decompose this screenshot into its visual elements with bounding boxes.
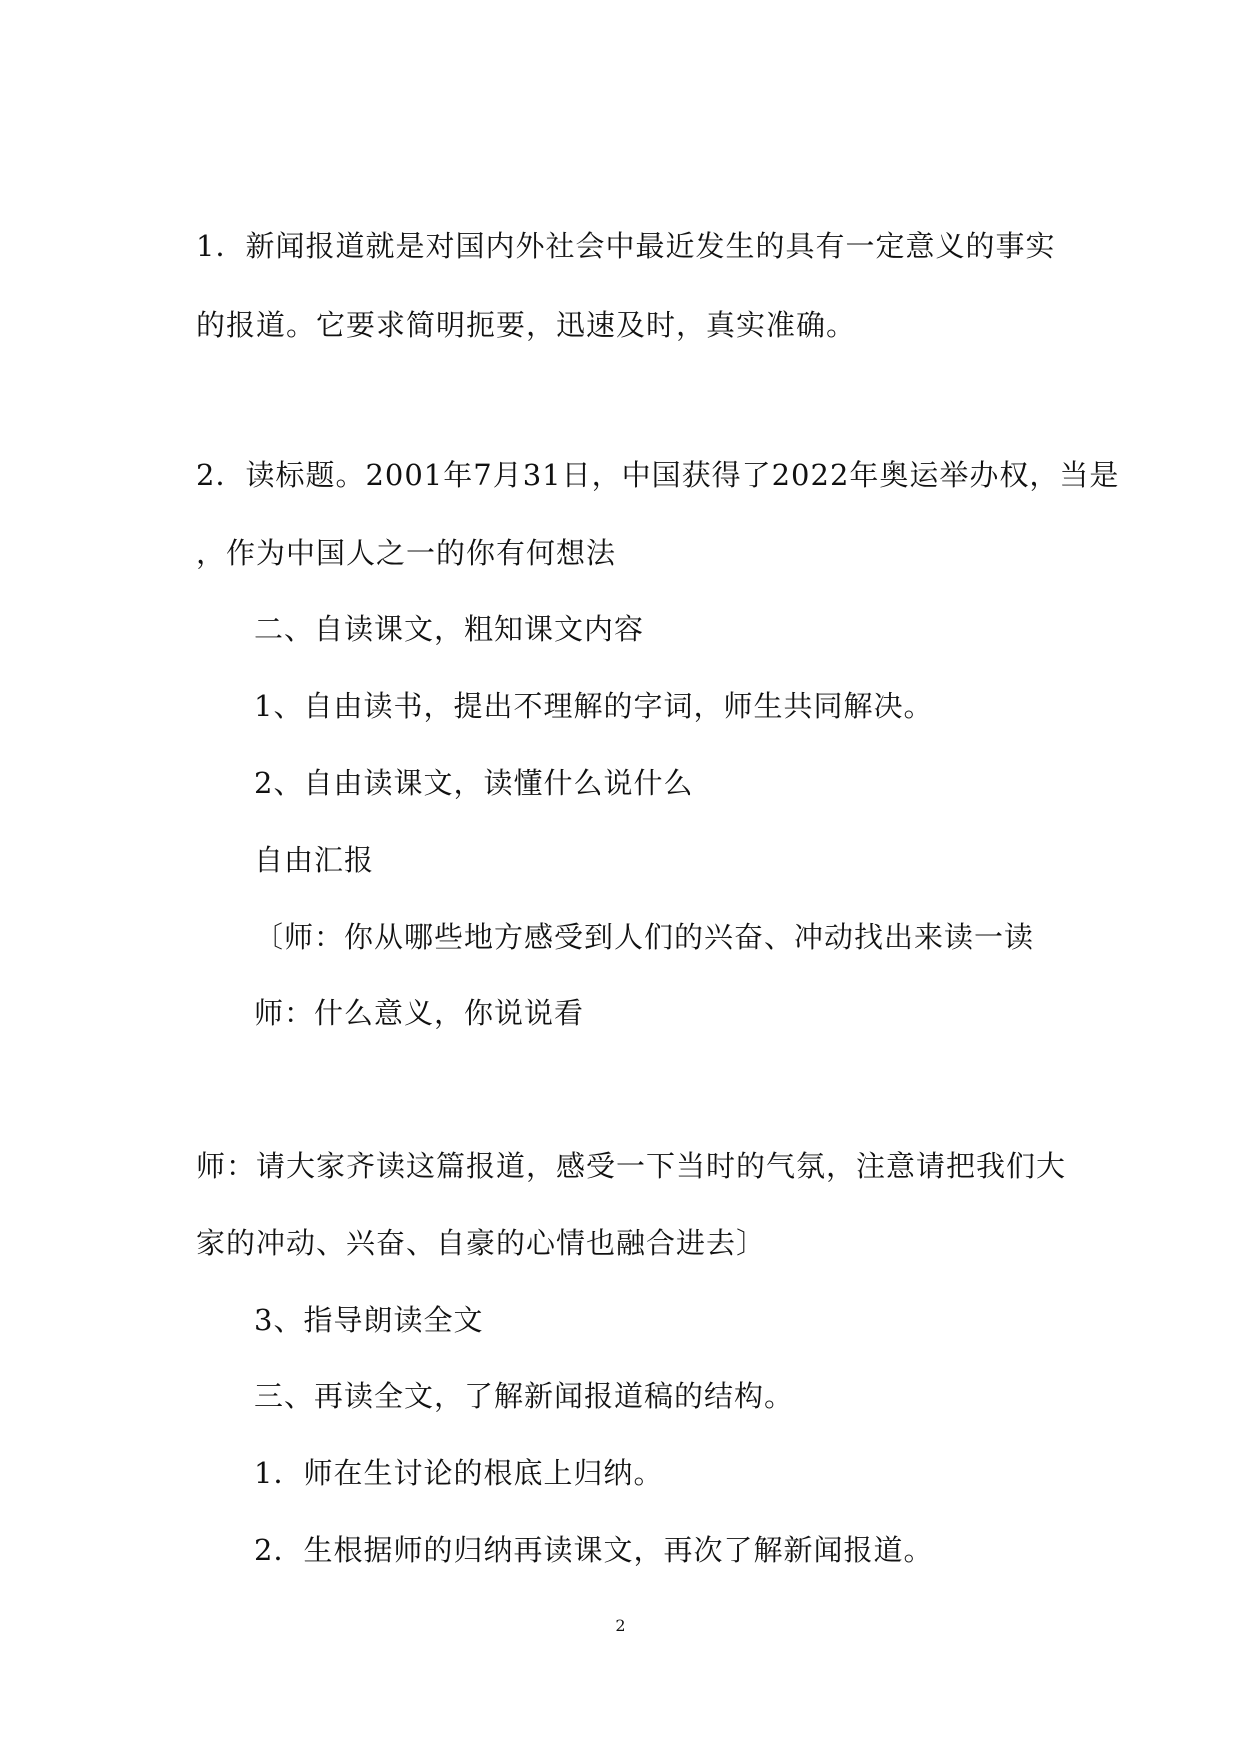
paragraph-line: 1、自由读书，提出不理解的字词，师生共同解决。 xyxy=(254,689,934,723)
paragraph-line: 2．读标题。2001年7月31日，中国获得了2022年奥运举办权，当是 xyxy=(196,458,1120,492)
paragraph-line: 家的冲动、兴奋、自豪的心情也融合进去〕 xyxy=(196,1226,767,1260)
paragraph-line: 2、自由读课文，读懂什么说什么 xyxy=(254,766,694,800)
paragraph-line: ，作为中国人之一的你有何想法 xyxy=(196,536,617,570)
paragraph-line: 3、指导朗读全文 xyxy=(254,1303,484,1337)
paragraph-line: 自由汇报 xyxy=(254,843,375,877)
paragraph-line: 1．师在生讨论的根底上归纳。 xyxy=(254,1456,664,1490)
paragraph-line: 师：什么意义，你说说看 xyxy=(254,996,585,1030)
section-heading: 三、再读全文，了解新闻报道稿的结构。 xyxy=(254,1379,795,1413)
paragraph-line: 的报道。它要求简明扼要，迅速及时，真实准确。 xyxy=(196,308,857,342)
page-number: 2 xyxy=(615,1616,626,1635)
paragraph-line: 1．新闻报道就是对国内外社会中最近发生的具有一定意义的事实 xyxy=(196,229,1056,263)
paragraph-line: 2．生根据师的归纳再读课文，再次了解新闻报道。 xyxy=(254,1533,934,1567)
paragraph-line: 〔师：你从哪些地方感受到人们的兴奋、冲动找出来读一读 xyxy=(254,920,1035,954)
section-heading: 二、自读课文，粗知课文内容 xyxy=(254,612,645,646)
paragraph-line: 师：请大家齐读这篇报道，感受一下当时的气氛，注意请把我们大 xyxy=(196,1149,1067,1183)
